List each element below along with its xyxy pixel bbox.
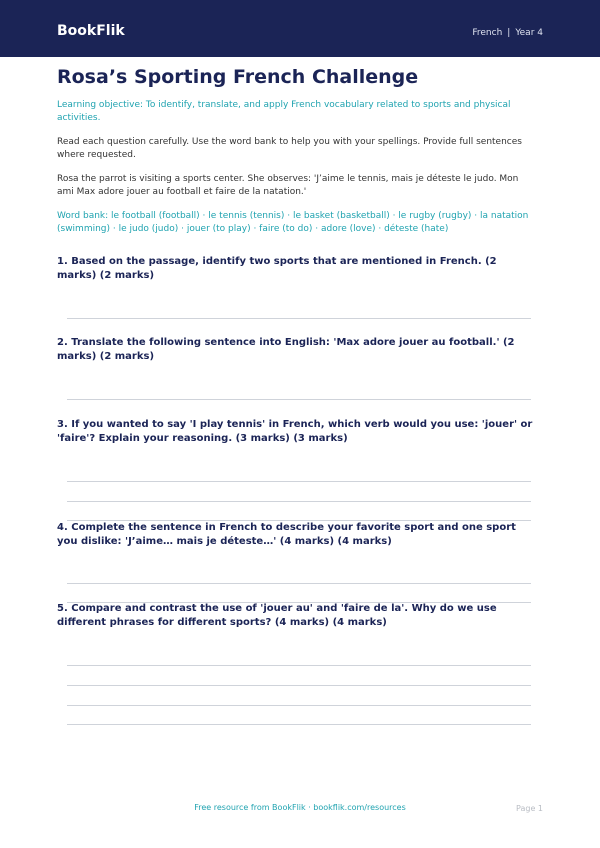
question-3: 3. If you wanted to say 'I play tennis' in French, which verb would you use: 'jouer' or 'faire'? Explain your reasoning. (3 marks) (3 marks) bbox=[57, 419, 533, 444]
worksheet-intro bbox=[57, 66, 533, 236]
answer-line[interactable] bbox=[67, 481, 531, 482]
header-meta bbox=[472, 28, 543, 38]
instructions: Read each question carefully. Use the word bank to help you with your spellings. Provide full sentences where requested. bbox=[57, 137, 522, 160]
page-header bbox=[0, 0, 600, 57]
answer-line[interactable] bbox=[67, 705, 531, 706]
answer-line[interactable] bbox=[67, 583, 531, 584]
subject-label: French bbox=[472, 28, 503, 38]
question-5: 5. Compare and contrast the use of 'jouer au' and 'faire de la'. Why do we use different phrases for different sports? (4 marks) (4 marks) bbox=[57, 603, 497, 628]
word-bank: Word bank: le football (football) · le tennis (tennis) · le basket (basketball) · le rugby (rugby) · la natation (swimming) · le judo (judo) · jouer (to play) · faire (to do) · adore (love) · déteste (hate) bbox=[57, 211, 529, 234]
answer-line[interactable] bbox=[67, 501, 531, 502]
answer-line[interactable] bbox=[67, 685, 531, 686]
answer-line[interactable] bbox=[67, 318, 531, 319]
answer-line[interactable] bbox=[67, 724, 531, 725]
learning-objective: Learning objective: To identify, translate, and apply French vocabulary related to sports and physical activities. bbox=[57, 100, 511, 123]
header-separator: | bbox=[507, 28, 511, 38]
question-1: 1. Based on the passage, identify two sports that are mentioned in French. (2 marks) (2 marks) bbox=[57, 256, 497, 281]
passage: Rosa the parrot is visiting a sports center. She observes: 'J’aime le tennis, mais je déteste le judo. Mon ami Max adore jouer au football et faire de la natation.' bbox=[57, 174, 519, 197]
brand-logo: BookFlik bbox=[57, 23, 125, 39]
question-2: 2. Translate the following sentence into English: 'Max adore jouer au football.' (2 marks) (2 marks) bbox=[57, 337, 515, 362]
year-label: Year 4 bbox=[515, 28, 543, 38]
page-number: Page 1 bbox=[516, 804, 543, 813]
answer-line[interactable] bbox=[67, 665, 531, 666]
footer-credit: Free resource from BookFlik · bookflik.com/resources bbox=[194, 803, 406, 812]
answer-line[interactable] bbox=[67, 399, 531, 400]
question-4: 4. Complete the sentence in French to describe your favorite sport and one sport you dislike: 'J’aime… mais je déteste…' (4 marks) (4 marks) bbox=[57, 522, 516, 547]
page-title: Rosa’s Sporting French Challenge bbox=[57, 66, 419, 88]
